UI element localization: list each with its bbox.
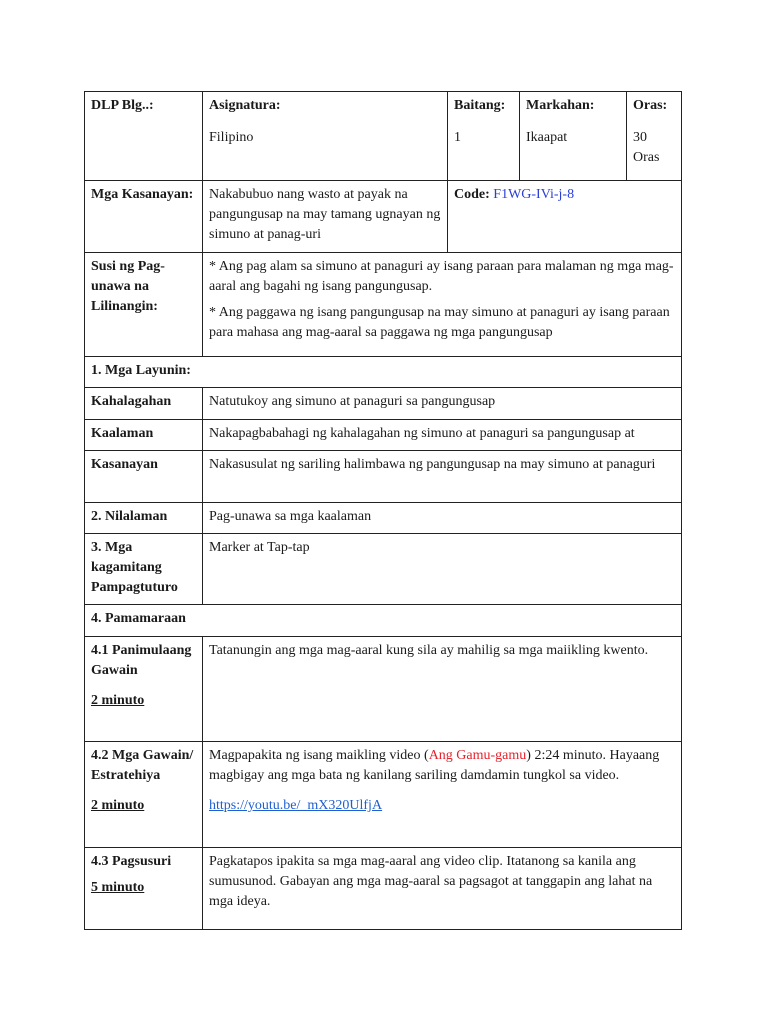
markahan-value: Ikaapat [526, 130, 568, 145]
kahalagahan-label: Kahalagahan [85, 388, 203, 420]
panimula-label: 4.1 Panimulaang Gawain [91, 643, 192, 678]
susi-item-2: * Ang paggawa ng isang pangungusap na may simuno at panaguri ay isang paraan para mahasa ang mag-aaral sa paggawa ng mga pangungusap [209, 305, 670, 340]
nilalaman-row [85, 503, 682, 534]
kasanayan-detail-label: Kasanayan [85, 451, 203, 503]
panimula-row [85, 637, 682, 742]
gawain-text-cell [203, 742, 682, 848]
oras-value-number: 30 [633, 130, 647, 145]
kaalaman-text: Nakapagbabahagi ng kahalagahan ng simuno at panaguri sa pangungusap at [203, 420, 682, 451]
gawain-text-before: Magpapakita ng isang maikling video ( [209, 748, 429, 763]
oras-value-unit: Oras [633, 150, 660, 165]
gawain-row [85, 742, 682, 848]
kaalaman-row [85, 420, 682, 451]
layunin-label: 1. Mga Layunin: [85, 357, 682, 388]
kahalagahan-text: Natutukoy ang simuno at panaguri sa pangungusap [203, 388, 682, 420]
nilalaman-text: Pag-unawa sa mga kaalaman [203, 503, 682, 534]
susi-text-cell [203, 253, 682, 357]
oras-label: Oras: [633, 98, 668, 113]
kasanayan-detail-row [85, 451, 682, 503]
dlp-cell [85, 92, 203, 181]
video-link[interactable]: https://youtu.be/_mX320UlfjA [209, 798, 383, 813]
asignatura-label: Asignatura: [209, 98, 281, 113]
gawain-text-after: ) 2:24 minuto. Hayaang magbigay ang mga bata ng kanilang sariling damdamin tungkol sa video. [209, 748, 660, 783]
susi-row [85, 253, 682, 357]
kasanayan-row [85, 181, 682, 253]
panimula-time: 2 minuto [91, 693, 145, 708]
video-title: Ang Gamu-gamu [428, 748, 527, 763]
panimula-label-cell [85, 637, 203, 742]
pamamaraan-label: 4. Pamamaraan [85, 605, 682, 637]
baitang-label: Baitang: [454, 98, 506, 113]
kagamitan-text: Marker at Tap-tap [203, 534, 682, 605]
baitang-value: 1 [454, 130, 461, 145]
code-cell [448, 181, 682, 253]
gawain-label-cell [85, 742, 203, 848]
lesson-plan-table [84, 91, 682, 930]
header-row [85, 92, 682, 181]
baitang-cell [448, 92, 520, 181]
asignatura-value: Filipino [209, 130, 254, 145]
pagsusuri-text: Pagkatapos ipakita sa mga mag-aaral ang video clip. Itatanong sa kanila ang sumusunod. Gabayan ang mga mag-aaral sa pagsagot at tanggapin ang lahat na mga ideya. [203, 848, 682, 930]
gawain-text [209, 746, 675, 786]
pagsusuri-row [85, 848, 682, 930]
pagsusuri-label: 4.3 Pagsusuri [91, 854, 172, 869]
nilalaman-label: 2. Nilalaman [85, 503, 203, 534]
kagamitan-label: 3. Mga kagamitang Pampagtuturo [85, 534, 203, 605]
gawain-label: 4.2 Mga Gawain/ Estratehiya [91, 748, 194, 783]
code-label: Code: [454, 187, 490, 202]
panimula-text: Tatanungin ang mga mag-aaral kung sila ay mahilig sa mga maiikling kwento. [203, 637, 682, 742]
code-value: F1WG-IVi-j-8 [493, 187, 575, 202]
kasanayan-text: Nakabubuo nang wasto at payak na pangungusap na may tamang ugnayan ng simuno at panag-uri [203, 181, 448, 253]
kaalaman-label: Kaalaman [85, 420, 203, 451]
markahan-label: Markahan: [526, 98, 595, 113]
markahan-cell [520, 92, 627, 181]
susi-item-1: * Ang pag alam sa simuno at panaguri ay isang paraan para malaman ng mga mag-aaral ang bagahi ng isang pangungusap. [209, 259, 674, 294]
kasanayan-label: Mga Kasanayan: [85, 181, 203, 253]
pamamaraan-row [85, 605, 682, 637]
lesson-plan-page [84, 91, 681, 930]
layunin-row [85, 357, 682, 388]
oras-cell [627, 92, 682, 181]
gawain-time: 2 minuto [91, 798, 145, 813]
kasanayan-detail-text: Nakasusulat ng sariling halimbawa ng pangungusap na may simuno at panaguri [203, 451, 682, 503]
dlp-label: DLP Blg..: [91, 98, 154, 113]
susi-label: Susi ng Pag-unawa na Lilinangin: [85, 253, 203, 357]
pagsusuri-label-cell [85, 848, 203, 930]
kahalagahan-row [85, 388, 682, 420]
kagamitan-row [85, 534, 682, 605]
pagsusuri-time: 5 minuto [91, 880, 145, 895]
asignatura-cell [203, 92, 448, 181]
